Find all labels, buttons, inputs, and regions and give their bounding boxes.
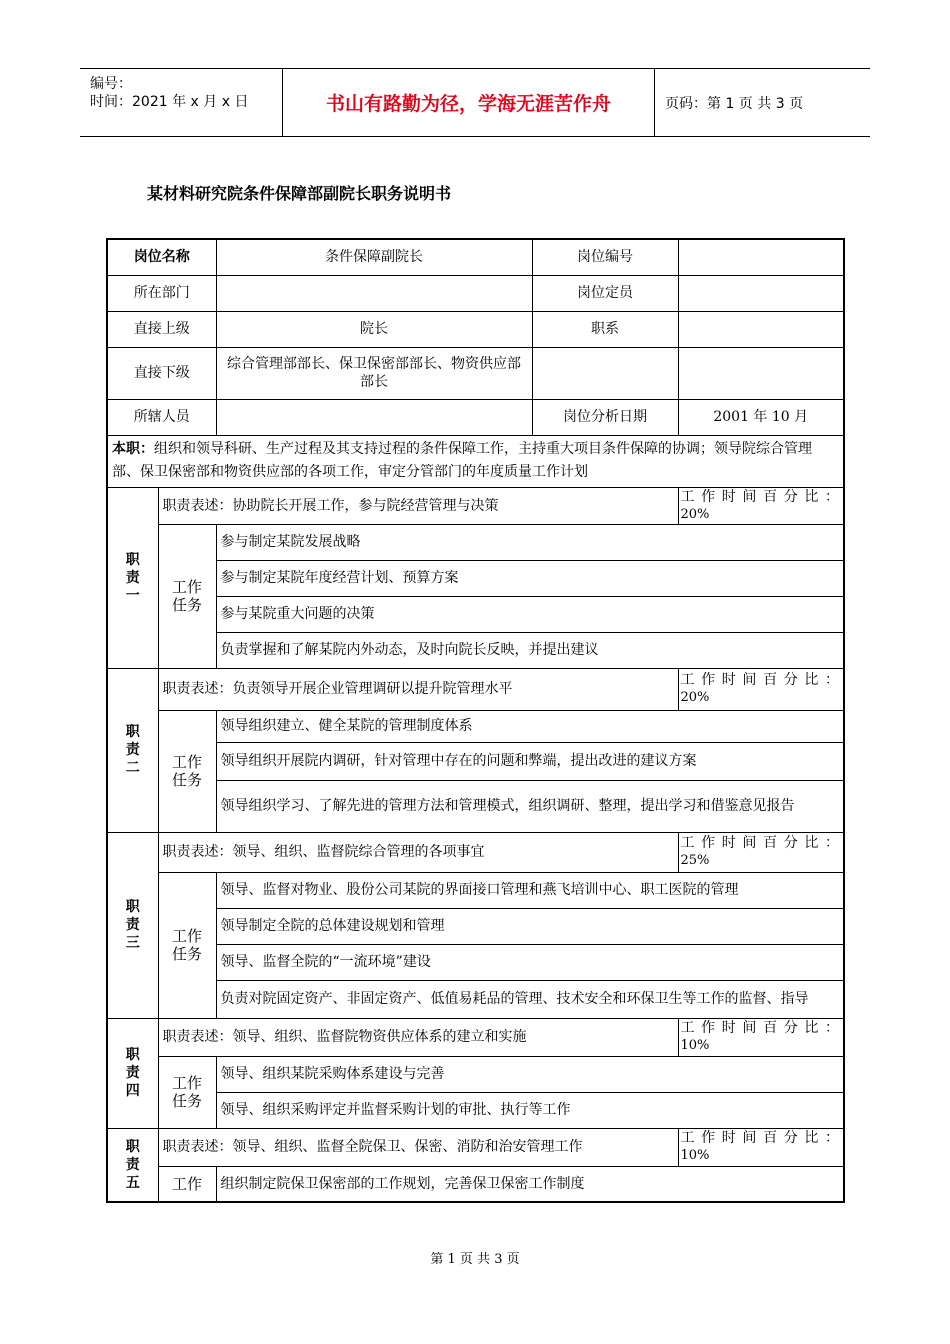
work-task-label — [158, 1056, 216, 1128]
duty-section-label-char: 责 — [125, 569, 140, 586]
duty-section-label-char: 五 — [125, 1174, 140, 1191]
duty-task: 领导制定全院的总体建设规划和管理 — [216, 908, 844, 944]
duty-statement: 职责表述：领导、组织、监督院物资供应体系的建立和实施 — [158, 1018, 678, 1056]
work-task-label-line: 工作 — [171, 578, 202, 596]
page-footer: 第 1 页 共 3 页 — [430, 1252, 520, 1267]
duty-section-label-char: 职 — [125, 899, 140, 915]
duty-summary-row — [107, 435, 844, 487]
series-label: 职系 — [532, 311, 678, 347]
work-time-percentage — [678, 1128, 844, 1166]
duty-section-label — [107, 1128, 158, 1202]
dept-value — [216, 275, 532, 311]
staff-value — [216, 399, 532, 435]
work-time-percentage-label: 工作时间百分比： — [680, 488, 839, 505]
duty-section-label-char: 职 — [125, 1138, 140, 1155]
post-name-label: 岗位名称 — [107, 239, 216, 275]
work-time-percentage — [678, 1018, 844, 1056]
duty-task-row — [107, 632, 844, 668]
duty-task: 参与制定某院发展战略 — [216, 524, 844, 560]
duty-task-row — [107, 872, 844, 908]
duty-task: 负责掌握和了解某院内外动态，及时向院长反映，并提出建议 — [216, 632, 844, 668]
info-row-subordinate — [107, 347, 844, 399]
quota-label: 岗位定员 — [532, 275, 678, 311]
duty-section-label — [107, 487, 158, 668]
header-page-info: 页码：第 1 页 共 3 页 — [665, 95, 804, 112]
duty-statement: 职责表述：领导、组织、监督全院保卫、保密、消防和治安管理工作 — [158, 1128, 678, 1166]
work-task-label-line: 工作 — [171, 1074, 202, 1092]
work-task-label-line: 工作 — [171, 1174, 202, 1193]
duty-section-label-char: 责 — [125, 1156, 140, 1173]
duty-section-label-char: 职 — [125, 551, 140, 568]
work-task-label-line: 任务 — [171, 945, 202, 963]
duty-section-label-char: 二 — [125, 760, 140, 776]
analysis-date-value: 2001 年 10 月 — [678, 399, 844, 435]
duty-section-label-char: 三 — [125, 935, 140, 951]
duty-task: 参与某院重大问题的决策 — [216, 596, 844, 632]
series-value — [678, 311, 844, 347]
work-time-percentage-value: 25% — [680, 853, 710, 868]
duty-section-label — [107, 832, 158, 1018]
work-task-label — [158, 872, 216, 1018]
page-header — [80, 68, 870, 137]
work-task-label — [158, 1166, 216, 1202]
work-task-label-line: 任务 — [171, 596, 202, 614]
duty-section-label — [107, 668, 158, 832]
date-label: 时间：2021 年 x 月 x 日 — [90, 94, 249, 110]
duty-section-label-char: 职 — [125, 724, 140, 740]
duty-task-row — [107, 742, 844, 780]
subordinate-label: 直接下级 — [107, 347, 216, 399]
duty-task: 领导组织学习、了解先进的管理方法和管理模式，组织调研、整理，提出学习和借鉴意见报告 — [216, 780, 844, 832]
code-label: 编号： — [90, 76, 132, 92]
duty-statement-row — [107, 487, 844, 524]
post-code-value — [678, 239, 844, 275]
work-time-percentage — [678, 668, 844, 710]
duty-task-row — [107, 1056, 844, 1092]
duty-task-row — [107, 780, 844, 832]
duty-section-label-char: 一 — [125, 587, 140, 604]
post-code-label: 岗位编号 — [532, 239, 678, 275]
job-description-table — [106, 238, 845, 1203]
duty-task: 领导、组织采购评定并监督采购计划的审批、执行等工作 — [216, 1092, 844, 1128]
empty-cell — [532, 347, 678, 399]
duty-task-row — [107, 908, 844, 944]
empty-cell — [678, 347, 844, 399]
work-task-label-line: 工作 — [171, 753, 202, 771]
work-task-label — [158, 524, 216, 668]
duty-task: 领导、监督对物业、股份公司某院的界面接口管理和燕飞培训中心、职工医院的管理 — [216, 872, 844, 908]
info-row-superior — [107, 311, 844, 347]
duty-task-row — [107, 596, 844, 632]
work-time-percentage-label: 工作时间百分比： — [680, 672, 839, 688]
duty-section-label-char: 责 — [125, 917, 140, 933]
duty-task: 领导组织建立、健全某院的管理制度体系 — [216, 710, 844, 742]
analysis-date-label: 岗位分析日期 — [532, 399, 678, 435]
duty-task-row — [107, 524, 844, 560]
duty-task-row — [107, 980, 844, 1018]
duty-section-label-char: 职 — [125, 1047, 140, 1063]
work-time-percentage-value: 20% — [680, 690, 710, 705]
duty-section-label-char: 责 — [125, 1065, 140, 1081]
duty-task-row — [107, 560, 844, 596]
duty-summary-text: 组织和领导科研、生产过程及其支持过程的条件保障工作，主持重大项目条件保障的协调；领导院综合管理部、保卫保密部和物资供应部的各项工作，审定分管部门的年度质量工作计划 — [112, 441, 812, 480]
work-time-percentage-value: 20% — [680, 506, 710, 522]
document-title: 某材料研究院条件保障部副院长职务说明书 — [147, 184, 452, 203]
dept-label: 所在部门 — [107, 275, 216, 311]
work-time-percentage-label: 工作时间百分比： — [680, 1130, 839, 1146]
duty-task: 参与制定某院年度经营计划、预算方案 — [216, 560, 844, 596]
header-meta — [80, 69, 283, 136]
superior-value: 院长 — [216, 311, 532, 347]
duty-task: 负责对院固定资产、非固定资产、低值易耗品的管理、技术安全和环保卫生等工作的监督、指导 — [216, 980, 844, 1018]
duty-task-row — [107, 710, 844, 742]
duty-task: 领导组织开展院内调研，针对管理中存在的问题和弊端，提出改进的建议方案 — [216, 742, 844, 780]
duty-summary-label: 本职： — [112, 441, 154, 457]
work-time-percentage-value: 10% — [680, 1148, 710, 1163]
work-time-percentage — [678, 832, 844, 872]
duty-statement-row — [107, 1128, 844, 1166]
work-time-percentage-label: 工作时间百分比： — [680, 1020, 839, 1036]
duty-task-row — [107, 944, 844, 980]
duty-statement-row — [107, 832, 844, 872]
superior-label: 直接上级 — [107, 311, 216, 347]
work-time-percentage-label: 工作时间百分比： — [680, 835, 839, 851]
info-row-post-name — [107, 239, 844, 275]
duty-statement-row — [107, 1018, 844, 1056]
duty-statement-row — [107, 668, 844, 710]
work-task-label — [158, 710, 216, 832]
work-task-label-line: 任务 — [171, 771, 202, 789]
duty-statement: 职责表述：领导、组织、监督院综合管理的各项事宜 — [158, 832, 678, 872]
work-time-percentage-value: 10% — [680, 1038, 710, 1053]
duty-task-row — [107, 1166, 844, 1202]
work-task-label-line: 任务 — [171, 1092, 202, 1110]
duty-section-label-char: 责 — [125, 742, 140, 758]
work-time-percentage — [678, 487, 844, 524]
header-slogan: 书山有路勤为径，学海无涯苦作舟 — [283, 69, 655, 136]
quota-value — [678, 275, 844, 311]
duty-task: 领导、监督全院的“一流环境”建设 — [216, 944, 844, 980]
work-task-label-line: 工作 — [171, 927, 202, 945]
info-row-dept — [107, 275, 844, 311]
staff-label: 所辖人员 — [107, 399, 216, 435]
duty-section-label-char: 四 — [125, 1083, 140, 1099]
subordinate-value: 综合管理部部长、保卫保密部部长、物资供应部部长 — [216, 347, 532, 399]
duty-task-row — [107, 1092, 844, 1128]
duty-task: 组织制定院保卫保密部的工作规划，完善保卫保密工作制度 — [216, 1166, 844, 1202]
duty-summary — [107, 435, 844, 487]
duty-statement: 职责表述：负责领导开展企业管理调研以提升院管理水平 — [158, 668, 678, 710]
duty-statement: 职责表述：协助院长开展工作，参与院经营管理与决策 — [158, 487, 678, 524]
duty-section-label — [107, 1018, 158, 1128]
post-name-value: 条件保障副院长 — [216, 239, 532, 275]
info-row-staff — [107, 399, 844, 435]
duty-task: 领导、组织某院采购体系建设与完善 — [216, 1056, 844, 1092]
